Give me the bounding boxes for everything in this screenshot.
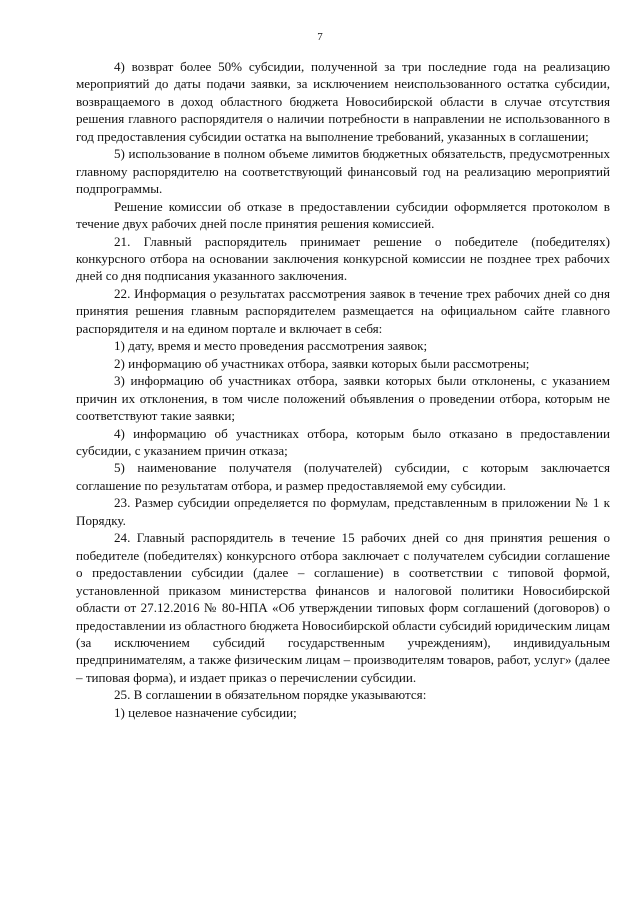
paragraph-refusal-decision: Решение комиссии об отказе в предоставлении субсидии оформляется протоколом в течение двух рабочих дней после принятия решения комиссией. [76, 198, 610, 232]
paragraph-22-item-1: 1) дату, время и место проведения рассмотрения заявок; [114, 338, 428, 354]
paragraph-25-item-1: 1) целевое назначение субсидии; [114, 704, 297, 720]
paragraph-clause-23: 23. Размер субсидии определяется по формулам, представленным в приложении № 1 к Порядку. [76, 495, 610, 528]
paragraph-22-item-5: 5) наименование получателя (получателей) субсидии, с которым заключается соглашение по результатам отбора, и размер предоставляемой ему субсидии. [76, 460, 610, 493]
paragraph-22-item-3: 3) информацию об участниках отбора, заявки которых были отклонены, с указанием причин их отклонения, в том числе положений объявления о проведении отбора, которым не соответствуют такие заявки; [76, 373, 610, 424]
paragraph-clause-21: 21. Главный распорядитель принимает решение о победителе (победителях) конкурсного отбора на основании заключения конкурсной комиссии не позднее трех рабочих дней со дня подписания указанного заключения. [76, 233, 610, 284]
paragraph-item-4-refund: 4) возврат более 50% субсидии, полученной за три последние года на реализацию мероприятий до даты подачи заявки, за исключением неиспользованного остатка субсидии, возвращаемого в доход областного бюджета Новосибирской области в случае отсутствия решения главного распорядителя о наличии потребности в направлении не использованного в год предоставления субсидии остатка на выполнение требований, указанных в соглашении; [76, 59, 610, 144]
paragraph-clause-24: 24. Главный распорядитель в течение 15 рабочих дней со дня принятия решения о победителе (победителях) конкурсного отбора заключает с получателем субсидии соглашение о предоставлении субсидии (далее – соглашение) в соответствии с типовой формой, установленной приказом министерства финансов и налоговой политики Новосибирской области от 27.12.2016 № 80-НПА «Об утверждении типовых форм соглашений (договоров) о предоставлении из областного бюджета Новосибирской области субсидий юридическим лицам (за исключением субсидий государственным учреждениям), индивидуальным предпринимателям, а также физическим лицам – производителям товаров, работ, услуг» (далее – типовая форма), и издает приказ о перечислении субсидии. [76, 530, 610, 685]
paragraph-clause-25: 25. В соглашении в обязательном порядке указываются: [114, 687, 427, 703]
paragraph-item-5-limits: 5) использование в полном объеме лимитов бюджетных обязательств, предусмотренных главному распорядителю на соответствующий финансовый год на реализацию мероприятий подпрограммы. [76, 146, 610, 197]
document-body [76, 58, 610, 721]
page-number: 7 [317, 31, 323, 43]
paragraph-22-item-2: 2) информацию об участниках отбора, заявки которых были рассмотрены; [114, 355, 530, 371]
paragraph-clause-22: 22. Информация о результатах рассмотрения заявок в течение трех рабочих дней со дня принятия решения главным распорядителем размещается на официальном сайте главного распорядителя и на едином портале и включает в себя: [76, 285, 610, 336]
paragraph-22-item-4: 4) информацию об участниках отбора, которым было отказано в предоставлении субсидии, с указанием причин отказа; [76, 425, 610, 458]
